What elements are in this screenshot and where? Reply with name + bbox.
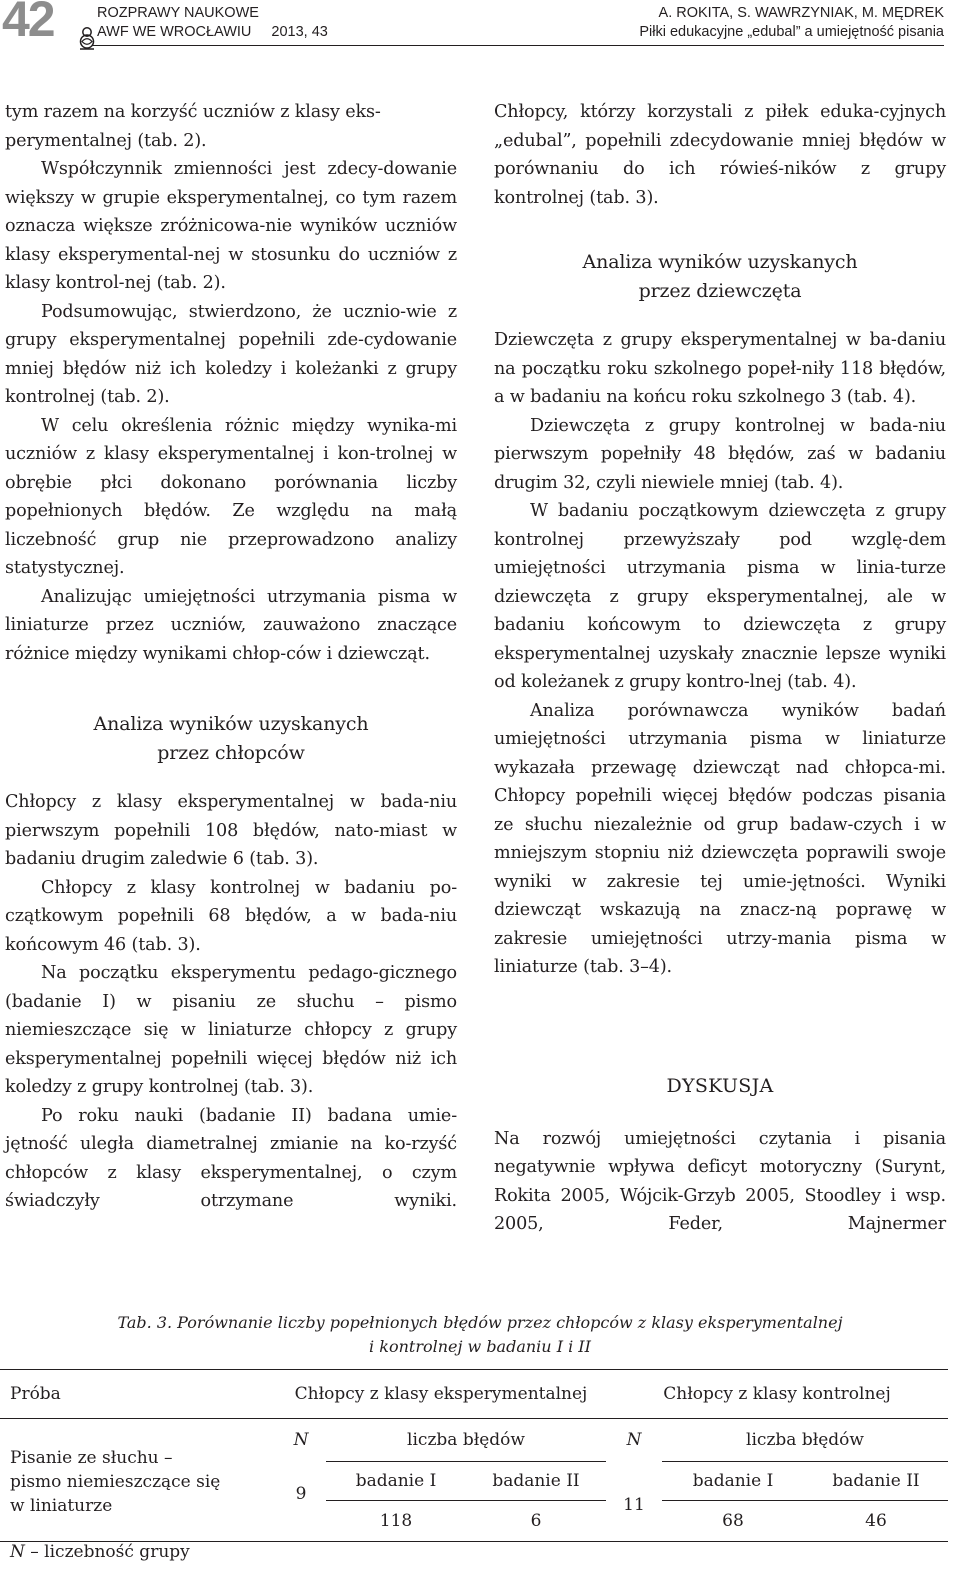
page-number: 42 [2, 0, 54, 47]
paragraph: Chłopcy, którzy korzystali z piłek eduka-cyjnych „edubal”, popełnili zdecydowanie mniej błędów w porównaniu do ich rówieś-ników z grupy kontrolnej (tab. 3). [494, 102, 946, 208]
table-header-control: Chłopcy z klasy kontrolnej [606, 1370, 948, 1419]
header-divider [92, 45, 944, 46]
footnote-text: – liczebność grupy [24, 1542, 190, 1562]
results-table [0, 1369, 948, 1542]
table-header-experimental: Chłopcy z klasy eksperymentalnej [276, 1370, 606, 1419]
table-subheader-stage2: badanie II [804, 1462, 948, 1501]
table-cell-exp-n: 9 [295, 1484, 307, 1505]
journal-line-2: AWF WE WROCŁAWIU [97, 24, 252, 40]
table-n-header: N [626, 1430, 642, 1451]
paragraph: Podsumowując, stwierdzono, że ucznio-wie z grupy eksperymentalnej popełnili zde-cydowanie mniej błędów niż ich koledzy i koleżanki z grupy kontrolnej (tab. 2). [5, 301, 457, 407]
paragraph: Chłopcy z klasy kontrolnej w badaniu po-czątkowym popełnili 68 błędów, a w bada-niu końcowym 46 (tab. 3). [5, 877, 457, 955]
paragraph: Dziewczęta z grupy eksperymentalnej w ba-daniu na początku roku szkolnego popeł-niły 118 błędów, a w badaniu na końcu roku szkolnego 3 (tab. 4). [494, 330, 946, 407]
section-heading-girls [494, 248, 946, 306]
table-errors-header: liczba błędów [326, 1419, 606, 1462]
heading-line: Analiza wyników uzyskanych [93, 713, 369, 735]
table-cell-ctrl-stage1: 68 [722, 1511, 744, 1531]
paragraph: Dziewczęta z grupy kontrolnej w bada-niu pierwszym popełniły 48 błędów, zaś w badaniu drugim 32, czyli niewiele mniej (tab. 4). [494, 415, 946, 493]
heading-line: przez dziewczęta [638, 280, 802, 302]
section-heading-discussion: DYSKUSJA [666, 1074, 774, 1097]
paragraph: Po roku nauki (badanie II) badana umie-jętność uległa diametralnej zmianie na ko-rzyść chłopców z klasy eksperymentalnej, o czym świadczyły otrzymane wyniki. [5, 1105, 457, 1211]
table-cell-ctrl-stage2: 46 [865, 1511, 887, 1531]
running-head-right [639, 4, 944, 42]
paragraph: Analiza porównawcza wyników badań umiejętności utrzymania pisma w liniaturze wykazała przewagę dziewcząt nad chłopca-mi. Chłopcy popełnili więcej błędów podczas pisania ze słuchu niezależnie od grup badaw-czych i w mniejszym stopniu niż dziewczęta poprawili swoje wyniki w zakresie tej umie-jętności. Wyniki dziewcząt wskazują na znacz-ną poprawę w zakresie umiejętności utrzy-mania pisma w liniaturze (tab. 3–4). [494, 700, 946, 977]
table-subheader-stage1: badanie I [662, 1462, 804, 1501]
paragraph: W celu określenia różnic między wynika-mi uczniów z klasy eksperymentalnej i kon-trolnej w obrębie płci dokonano porównania liczby popełnionych błędów. Ze względu na małą liczebność grup nie przeprowadzono analizy statystycznej. [5, 415, 457, 578]
table-cell-exp-stage1: 118 [379, 1511, 413, 1531]
paragraph: Chłopcy z klasy eksperymentalnej w bada-niu pierwszym popełnili 108 błędów, nato-miast w badaniu drugim zaledwie 6 (tab. 3). [5, 792, 457, 869]
paragraph: Na początku eksperymentu pedago-gicznego (badanie I) w pisaniu ze słuchu – pismo niemieszczące się w liniaturze chłopcy z grupy eksperymentalnej popełnili więcej błędów niż ich koledzy z grupy kontrolnej (tab. 3). [5, 963, 457, 1097]
article-authors: A. ROKITA, S. WAWRZYNIAK, M. MĘDREK [658, 5, 944, 21]
paragraph: tym razem na korzyść uczniów z klasy eks- perymentalnej (tab. 2). [5, 102, 381, 151]
table-cell-exp-stage2: 6 [530, 1511, 542, 1531]
journal-year-volume: 2013, 43 [271, 24, 328, 40]
caption-line: i kontrolnej w badaniu I i II [369, 1337, 591, 1356]
section-heading-boys [5, 710, 457, 768]
heading-line: przez chłopców [157, 742, 305, 764]
article-title: Piłki edukacyjne „edubal” a umiejętność pisania [639, 24, 944, 40]
table-n-header: N [293, 1430, 309, 1451]
table-caption [40, 1311, 920, 1359]
paragraph: Analizując umiejętności utrzymania pisma w liniaturze przez uczniów, zauważono znaczące różnice między wynikami chłop-ców i dziewcząt. [5, 586, 457, 664]
paragraph: W badaniu początkowym dziewczęta z grupy kontrolnej przewyższały pod wzglę-dem umiejętności utrzymania pisma w linia-turze dziewczęta z grupy eksperymentalnej, ale w badaniu końcowym to dziewczęta z grupy eksperymentalnej uzyskały znacznie lepsze wyniki od koleżanek z grupy kontro-lnej (tab. 4). [494, 501, 946, 692]
awf-logo-icon [76, 26, 98, 52]
table-subheader-stage1: badanie I [326, 1462, 466, 1501]
table-footnote [10, 1542, 190, 1562]
heading-line: Analiza wyników uzyskanych [582, 251, 858, 273]
table-header-sample: Próba [0, 1370, 276, 1419]
footnote-symbol: N [10, 1542, 25, 1562]
right-column [494, 98, 946, 1239]
left-column [5, 98, 457, 1216]
journal-name [97, 4, 328, 42]
table-row-label: Pisanie ze słuchu – pismo niemieszczące się w liniaturze [10, 1448, 221, 1516]
table-subheader-stage2: badanie II [466, 1462, 606, 1501]
table-cell-ctrl-n: 11 [623, 1495, 645, 1516]
paragraph: Na rozwój umiejętności czytania i pisania negatywnie wpływa deficyt motoryczny (Surynt, Rokita 2005, Wójcik-Grzyb 2005, Stoodley i wsp. 2005, Feder, Majnermer [494, 1128, 946, 1234]
table-errors-header: liczba błędów [662, 1419, 948, 1462]
paragraph: Współczynnik zmienności jest zdecy-dowanie większy w grupie eksperymentalnej, co tym razem oznacza większe zróżnicowa-nie wyników uczniów klasy eksperymental-nej w stosunku do uczniów z klasy kontrol-nej (tab. 2). [5, 159, 457, 293]
journal-line-1: ROZPRAWY NAUKOWE [97, 5, 259, 21]
caption-line: Tab. 3. Porównanie liczby popełnionych błędów przez chłopców z klasy eksperymentalnej [117, 1313, 843, 1332]
